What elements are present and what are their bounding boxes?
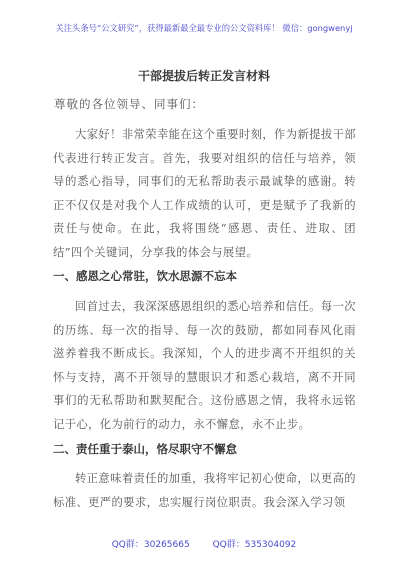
paragraph-section-1: 回首过去，我深深感恩组织的悉心培养和信任。每一次的历练、每一次的指导、每一次的鼓励，都如同春风化雨滋养着我不断成长。我深知，个人的进步离不开组织的关怀与支持，离不开领导的慧眼识才和悉心栽培，离不开同事们的无私帮助和默契配合。这份感恩之情，我将永远铭记于心，化为前行的动力，永不懈怠，永不止步。 bbox=[53, 300, 356, 431]
footer bbox=[0, 537, 408, 550]
paragraph-section-2: 转正意味着责任的加重，我将牢记初心使命，以更高的标准、更严的要求，忠实履行岗位职责。我会深入学习领 bbox=[53, 472, 356, 509]
document-title: 干部提拔后转正发言材料 bbox=[137, 69, 270, 83]
footer-qq-group-2: QQ群：535304092 bbox=[212, 540, 297, 550]
section-heading-1: 一、感恩之心常驻，饮水思源不忘本 bbox=[53, 269, 237, 283]
paragraph-intro: 大家好！非常荣幸能在这个重要时刻，作为新提拔干部代表进行转正发言。首先，我要对组织的信任与培养，领导的悉心指导，同事们的无私帮助表示最诚挚的感谢。转正不仅仅是对我个人工作成绩的认可，更是赋予了我新的责任与使命。在此，我将围绕“感恩、责任、进取、团结”四个关键词，分享我的体会与展望。 bbox=[53, 128, 356, 259]
section-heading-2: 二、责任重于泰山，恪尽职守不懈怠 bbox=[53, 442, 237, 456]
header-note: 关注头条号“公文研究”，获得最新最全最专业的公文资料库！ 微信：gongwenyj bbox=[55, 23, 353, 33]
footer-qq-group-1: QQ群：30265665 bbox=[111, 540, 190, 550]
greeting: 尊敬的各位领导、同事们： bbox=[54, 97, 204, 111]
